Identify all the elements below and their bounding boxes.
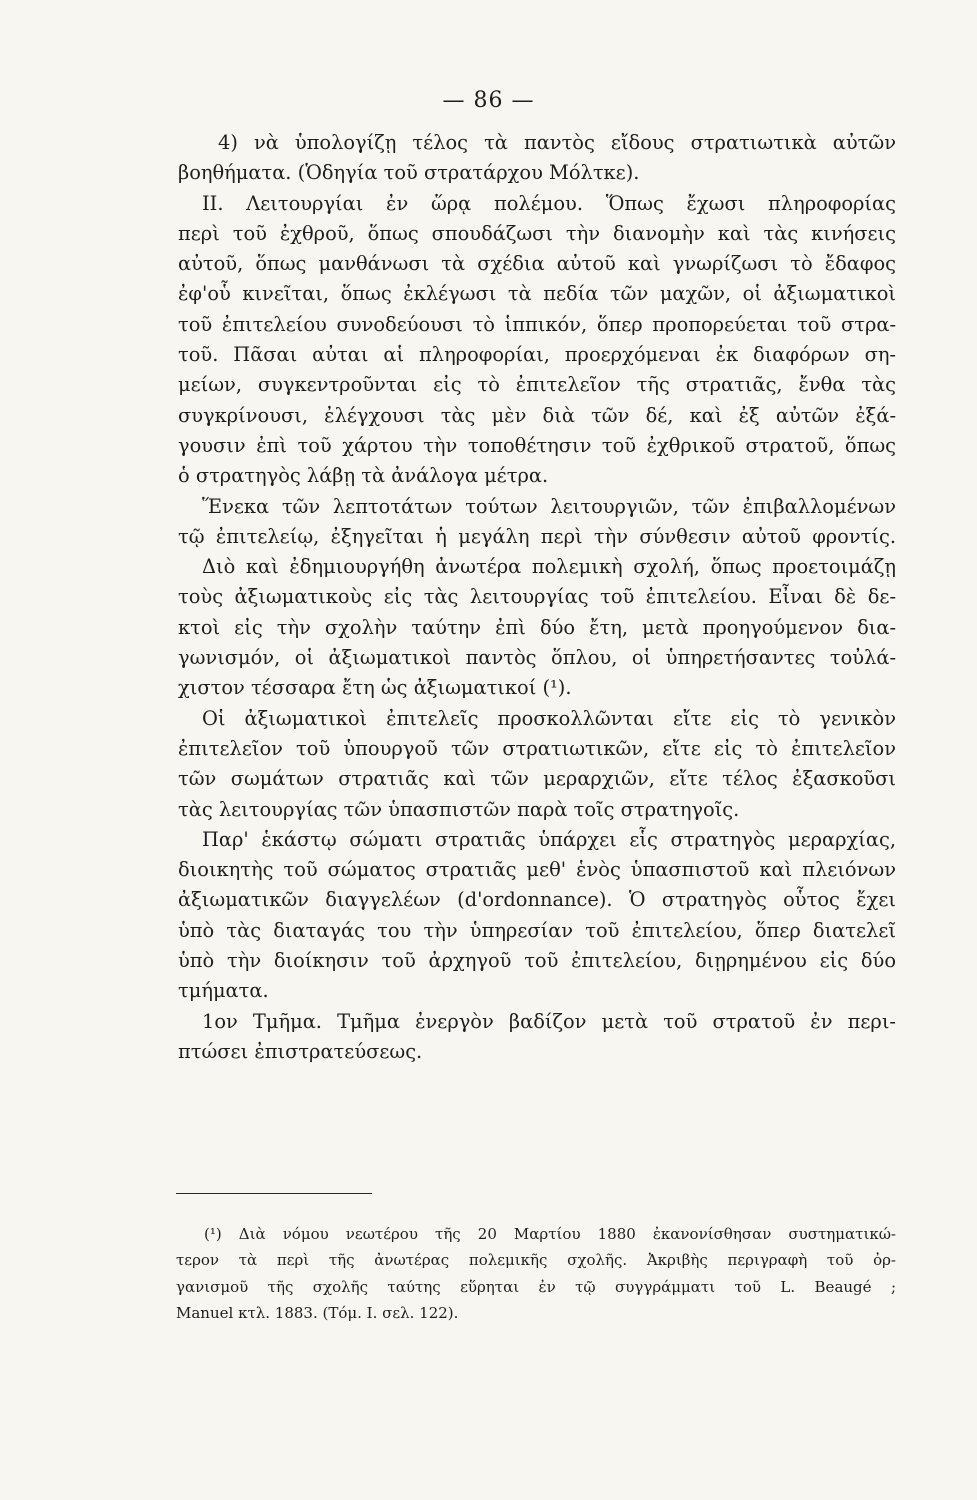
- text-line: Διὸ καὶ ἐδημιουργήθη ἀνωτέρα πολεμικὴ σχολή, ὅπως προετοιμάζῃ: [202, 555, 896, 579]
- text-line: τοῦ ἐπιτελείου συνοδεύουσι τὸ ἱππικόν, ὅπερ προπορεύεται τοῦ στρα-: [178, 312, 896, 336]
- text-line: πτώσει ἐπιστρατεύσεως.: [178, 1039, 423, 1063]
- footnote-line: Manuel κτλ. 1883. (Τόμ. I. σελ. 122).: [176, 1303, 459, 1322]
- footnote-line: τερον τὰ περὶ τῆς ἀνωτέρας πολεμικῆς σχολῆς. Ἀκριβὴς περιγραφὴ τοῦ ὀρ-: [176, 1251, 896, 1270]
- text-line: κτοὶ εἰς τὴν σχολὴν ταύτην ἐπὶ δύο ἔτη, μετὰ προηγούμενον δια-: [178, 615, 896, 639]
- text-line: 1ον Τμῆμα. Τμῆμα ἐνεργὸν βαδίζον μετὰ τοῦ στρατοῦ ἐν περι-: [202, 1009, 896, 1033]
- text-line: αὐτοῦ, ὅπως μανθάνωσι τὰ σχέδια αὐτοῦ καὶ γνωρίζωσι τὸ ἔδαφος: [178, 252, 896, 276]
- text-line: Παρ' ἑκάστῳ σώματι στρατιᾶς ὑπάρχει εἷς στρατηγὸς μεραρχίας,: [202, 827, 896, 851]
- text-line: Ἕνεκα τῶν λεπτοτάτων τούτων λειτουργιῶν, τῶν ἐπιβαλλομένων: [202, 494, 896, 518]
- text-line: ὑπὸ τὴν διοίκησιν τοῦ ἀρχηγοῦ τοῦ ἐπιτελείου, διῃρημένου εἰς δύο: [178, 949, 896, 973]
- text-line: βοηθήματα. (Ὁδηγία τοῦ στρατάρχου Μόλτκε).: [178, 161, 640, 185]
- text-line: γουσιν ἐπὶ τοῦ χάρτου τὴν τοποθέτησιν τοῦ ἐχθρικοῦ στρατοῦ, ὅπως: [178, 433, 896, 457]
- footnote-line: γανισμοῦ τῆς σχολῆς ταύτης εὕρηται ἐν τῷ συγγράμματι τοῦ L. Beaugé ;: [176, 1277, 896, 1296]
- text-line: συγκρίνουσι, ἐλέγχουσι τὰς μὲν διὰ τῶν δέ, καὶ ἐξ αὐτῶν ἐξά-: [178, 403, 896, 427]
- text-line: διοικητὴς τοῦ σώματος στρατιᾶς μεθ' ἑνὸς ὑπασπιστοῦ καὶ πλειόνων: [178, 858, 896, 882]
- text-line: ὑπὸ τὰς διαταγάς του τὴν ὑπηρεσίαν τοῦ ἐπιτελείου, ὅπερ διατελεῖ: [178, 918, 896, 942]
- footnote-line: (¹) Διὰ νόμου νεωτέρου τῆς 20 Μαρτίου 1880 ἐκανονίσθησαν συστηματικώ-: [204, 1225, 896, 1243]
- page-number: — 86 —: [442, 88, 535, 113]
- text-line: Οἱ ἀξιωματικοὶ ἐπιτελεῖς προσκολλῶνται εἴτε εἰς τὸ γενικὸν: [202, 706, 896, 730]
- text-line: τῷ ἐπιτελείῳ, ἐξηγεῖται ἡ μεγάλη περὶ τὴν σύνθεσιν αὐτοῦ φροντίς.: [178, 524, 896, 548]
- text-line: ἐπιτελεῖον τοῦ ὑπουργοῦ τῶν στρατιωτικῶν, εἴτε εἰς τὸ ἐπιτελεῖον: [178, 736, 896, 760]
- text-line: τῶν σωμάτων στρατιᾶς καὶ τῶν μεραρχιῶν, εἴτε τέλος ἐξασκοῦσι: [178, 767, 896, 791]
- text-line: ὁ στρατηγὸς λάβῃ τὰ ἀνάλογα μέτρα.: [178, 464, 549, 488]
- text-line: ἐφ'οὗ κινεῖται, ὅπως ἐκλέγωσι τὰ πεδία τῶν μαχῶν, οἱ ἀξιωματικοὶ: [178, 282, 896, 306]
- text-line: τμήματα.: [178, 979, 269, 1003]
- text-line: γωνισμόν, οἱ ἀξιωματικοὶ παντὸς ὅπλου, οἱ ὑπηρετήσαντες τοὐλά-: [178, 646, 896, 670]
- text-line: τοὺς ἀξιωματικοὺς εἰς τὰς λειτουργίας τοῦ ἐπιτελείου. Εἶναι δὲ δε-: [178, 585, 896, 609]
- footnote: [176, 1221, 896, 1326]
- text-line: 4) νὰ ὑπολογίζῃ τέλος τὰ παντὸς εἴδους στρατιωτικὰ αὐτῶν: [218, 131, 896, 154]
- body-text: [178, 128, 896, 1067]
- text-line: περὶ τοῦ ἐχθροῦ, ὅπως σπουδάζωσι τὴν διανομὴν καὶ τὰς κινήσεις: [178, 221, 896, 245]
- footnote-rule: [176, 1193, 372, 1194]
- text-line: τὰς λειτουργίας τῶν ὑπασπιστῶν παρὰ τοῖς στρατηγοῖς.: [178, 797, 740, 821]
- text-line: μείων, συγκεντροῦνται εἰς τὸ ἐπιτελεῖον τῆς στρατιᾶς, ἔνθα τὰς: [178, 373, 896, 397]
- text-line: ἀξιωματικῶν διαγγελέων (d'ordonnance). Ὁ στρατηγὸς οὗτος ἔχει: [178, 888, 896, 912]
- text-line: II. Λειτουργίαι ἐν ὥρᾳ πολέμου. Ὅπως ἔχωσι πληροφορίας: [202, 191, 896, 215]
- text-line: τοῦ. Πᾶσαι αὐται αἱ πληροφορίαι, προερχόμεναι ἐκ διαφόρων ση-: [178, 343, 896, 367]
- text-line: χιστον τέσσαρα ἔτη ὡς ἀξιωματικοί (¹).: [178, 676, 572, 700]
